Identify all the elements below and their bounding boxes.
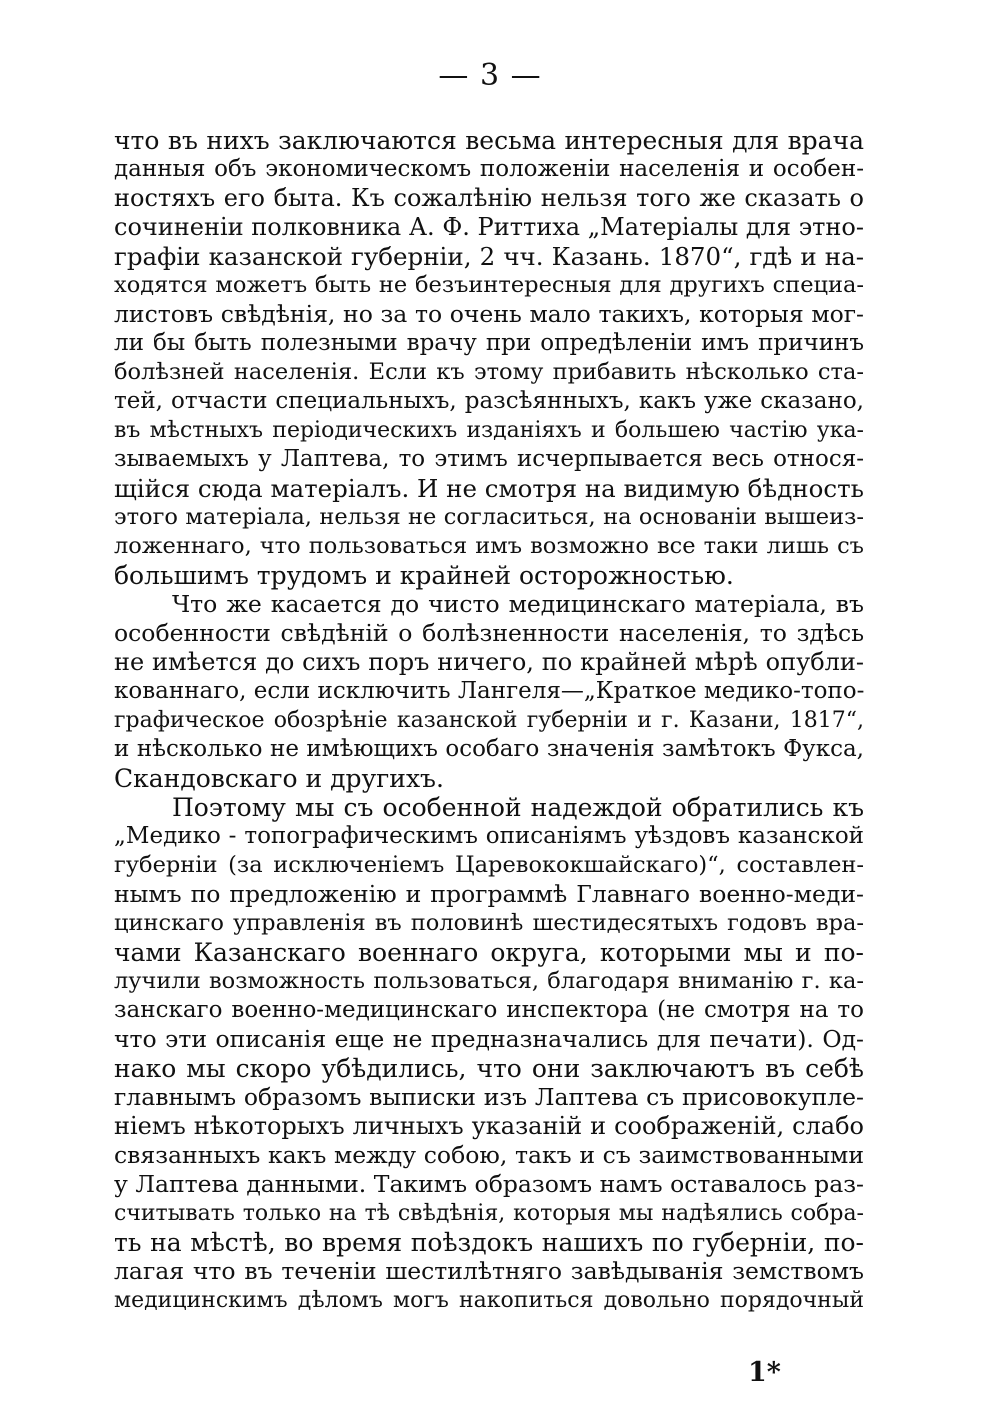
text-line: сочиненіи полковника А. Ф. Риттиха „Матеріалы для этно- bbox=[114, 213, 864, 241]
paragraph-end-line: большимъ трудомъ и крайней осторожностью. bbox=[114, 561, 734, 590]
text-line: особенности свѣдѣній о болѣзненности населенія, то здѣсь bbox=[114, 619, 864, 647]
text-line: данныя объ экономическомъ положеніи населенія и особен- bbox=[114, 156, 864, 182]
text-line: „Медико - топографическимъ описаніямъ уѣздовъ казанской bbox=[114, 823, 864, 849]
text-line: листовъ свѣдѣнія, но за то очень мало такихъ, которыя мог- bbox=[114, 300, 864, 328]
text-line: связанныхъ какъ между собою, такъ и съ заимствованными bbox=[114, 1141, 864, 1169]
text-line: цинскаго управленія въ половинѣ шестидесятыхъ годовъ вра- bbox=[114, 910, 864, 936]
text-line: у Лаптева данными. Такимъ образомъ намъ оставалось раз- bbox=[114, 1170, 864, 1198]
paragraph-end-line: Скандовскаго и другихъ. bbox=[114, 764, 444, 793]
printer-signature-mark: 1* bbox=[748, 1357, 781, 1388]
text-line: ть на мѣстѣ, во время поѣздокъ нашихъ по губерніи, по- bbox=[114, 1228, 864, 1257]
text-line: ли бы быть полезными врачу при опредѣленіи имъ причинъ bbox=[114, 330, 864, 356]
text-line: въ мѣстныхъ періодическихъ изданіяхъ и большею частію ука- bbox=[114, 418, 864, 443]
text-line: этого матеріала, нельзя не согласиться, на основаніи вышеиз- bbox=[114, 504, 864, 530]
text-line: не имѣется до сихъ поръ ничего, по крайней мѣрѣ опубли- bbox=[114, 648, 864, 676]
page-number: — 3 — bbox=[438, 58, 542, 93]
text-line: кованнаго, если исключить Лангеля—„Краткое медико-топо- bbox=[114, 678, 864, 704]
text-line: губерніи (за исключеніемъ Царевококшайскаго)“, составлен- bbox=[114, 852, 864, 878]
body-text bbox=[114, 126, 864, 1315]
paragraph-start-line: Что же касается до чисто медицинскаго матеріала, въ bbox=[172, 590, 864, 618]
text-line: щійся сюда матеріалъ. И не смотря на видимую бѣдность bbox=[114, 474, 864, 503]
text-line: что въ нихъ заключаются весьма интересныя для врача bbox=[114, 126, 864, 155]
text-line: графіи казанской губерніи, 2 чч. Казань. 1870“, гдѣ и на- bbox=[114, 242, 864, 271]
paragraph-start-line: Поэтому мы съ особенной надеждой обратились къ bbox=[172, 793, 864, 822]
text-line: тей, отчасти специальныхъ, разсѣянныхъ, какъ уже сказано, bbox=[114, 388, 864, 414]
text-line: что эти описанія еще не предназначались для печати). Од- bbox=[114, 1025, 864, 1053]
text-line: лучили возможность пользоваться, благодаря вниманію г. ка- bbox=[114, 968, 864, 994]
text-line: зываемыхъ у Лаптева, то этимъ исчерпывается весь относя- bbox=[114, 446, 864, 472]
text-line: считывать только на тѣ свѣдѣнія, которыя мы надѣялись собра- bbox=[114, 1201, 864, 1226]
text-line: нымъ по предложенію и программѣ Главнаго военно-меди- bbox=[114, 880, 864, 908]
text-line: ложеннаго, что пользоваться имъ возможно все таки лишь съ bbox=[114, 533, 864, 559]
text-line: медицинскимъ дѣломъ могъ накопиться довольно порядочный bbox=[114, 1288, 864, 1313]
text-line: главнымъ образомъ выписки изъ Лаптева съ присовокупле- bbox=[114, 1083, 864, 1111]
text-line: ностяхъ его быта. Къ сожалѣнію нельзя того же сказать о bbox=[114, 184, 864, 212]
text-line: лагая что въ теченіи шестилѣтняго завѣдыванія земствомъ bbox=[114, 1257, 864, 1285]
text-line: болѣзней населенія. Если къ этому прибавить нѣсколько ста- bbox=[114, 359, 864, 385]
text-line: ніемъ нѣкоторыхъ личныхъ указаній и соображеній, слабо bbox=[114, 1112, 864, 1140]
text-line: ходятся можетъ быть не безъинтересныя для другихъ специа- bbox=[114, 272, 864, 298]
text-line: нако мы скоро убѣдились, что они заключаютъ въ себѣ bbox=[114, 1054, 864, 1083]
text-line: занскаго военно-медицинскаго инспектора (не смотря на то bbox=[114, 997, 864, 1023]
text-line: графическое обозрѣніе казанской губерніи и г. Казани, 1817“, bbox=[114, 708, 864, 733]
text-line: и нѣсколько не имѣющихъ особаго значенія замѣтокъ Фукса, bbox=[114, 736, 864, 762]
text-line: чами Казанскаго военнаго округа, которыми мы и по- bbox=[114, 938, 864, 967]
